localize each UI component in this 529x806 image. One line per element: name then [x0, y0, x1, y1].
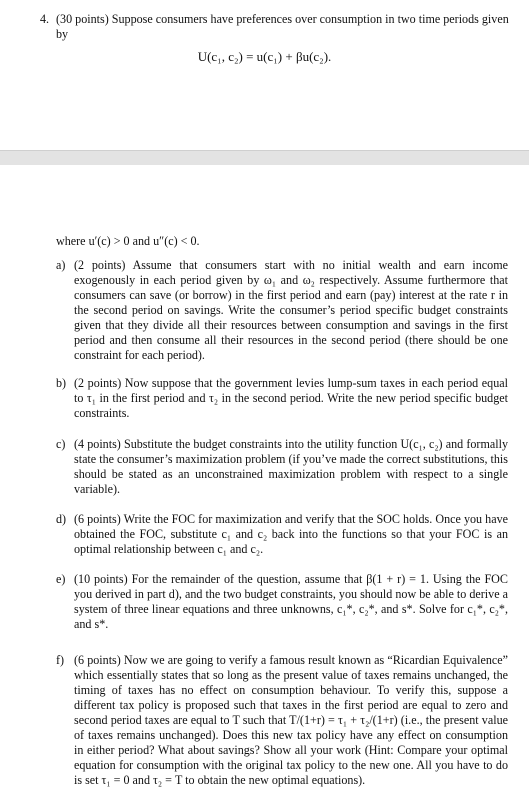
part-text: (2 points) Now suppose that the government levies lump-sum taxes in each period equal to τ₁ in the first period and τ₂ in the second period. Write the new period specific budget constraints. [74, 376, 508, 420]
question-heading [40, 12, 510, 27]
part-text: (2 points) Assume that consumers start with no initial wealth and earn income exogenously in each period given by ω₁ and ω₂ respectively. Assume furthermore that consumers can save (or borrow) in the first period and earn (pay) interest at the rate r in the second period on savings. Write the consumer’s period specific budget constraints given that they divide all their resources between consumption and savings in the first period and then consume all their resources in the second period (there should be one constraint for each period). [74, 258, 508, 362]
part-label: c) [56, 437, 66, 451]
part-b [56, 376, 508, 421]
part-label: d) [56, 512, 67, 526]
question-number: 4. [40, 12, 50, 26]
part-c [56, 437, 508, 497]
page-break [0, 150, 529, 166]
part-e [56, 572, 508, 632]
part-label: a) [56, 258, 66, 272]
page-top [0, 0, 529, 150]
utility-equation: U(c₁, c₂) = u(c₁) + βu(c₂). [197, 49, 332, 64]
part-label: f) [56, 653, 65, 667]
condition-line: where u′(c) > 0 and u″(c) < 0. [56, 234, 200, 248]
part-f [56, 653, 508, 788]
part-text: (6 points) Now we are going to verify a famous result known as “Ricardian Equivalence” which essentially states that so long as the present value of taxes remains unchanged, the timing of taxes has no effect on consumption behaviour. To verify this, suppose a different tax policy is proposed such that taxes in the first period are equal to zero and second period taxes are equal to T such that T/(1+r) = τ₁ + τ₂/(1+r) (i.e., the present value of taxes remains unchanged). Does this new tax policy have any effect on consumption in either period? What about savings? Show all your work (Hint: Compare your optimal equation for consumption with the original tax policy to the new one. All you have to do is set τ₁ = 0 and τ₂ = T to obtain the new optimal equations). [74, 653, 508, 787]
part-a [56, 258, 508, 363]
question-intro-continued: by [56, 27, 69, 41]
question-intro: (30 points) Suppose consumers have preferences over consumption in two time periods given [56, 12, 509, 26]
part-text: (4 points) Substitute the budget constraints into the utility function U(c₁, c₂) and formally state the consumer’s maximization problem (if you’ve made the correct substitutions, this should be stated as an unconstrained maximization problem with respect to a single variable). [74, 437, 508, 496]
part-text: (6 points) Write the FOC for maximization and verify that the SOC holds. Once you have obtained the FOC, substitute c₁ and c₂ back into the functions so that your FOC is an optimal relationship between c₁ and c₂. [74, 512, 508, 556]
part-text: (10 points) For the remainder of the question, assume that β(1 + r) = 1. Using the FOC you derived in part d), and the two budget constraints, you should now be able to derive a system of three linear equations and three unknowns, c₁*, c₂*, and s*. Solve for c₁*, c₂*, and s*. [74, 572, 508, 631]
part-label: b) [56, 376, 67, 390]
part-label: e) [56, 572, 66, 586]
part-d [56, 512, 508, 557]
